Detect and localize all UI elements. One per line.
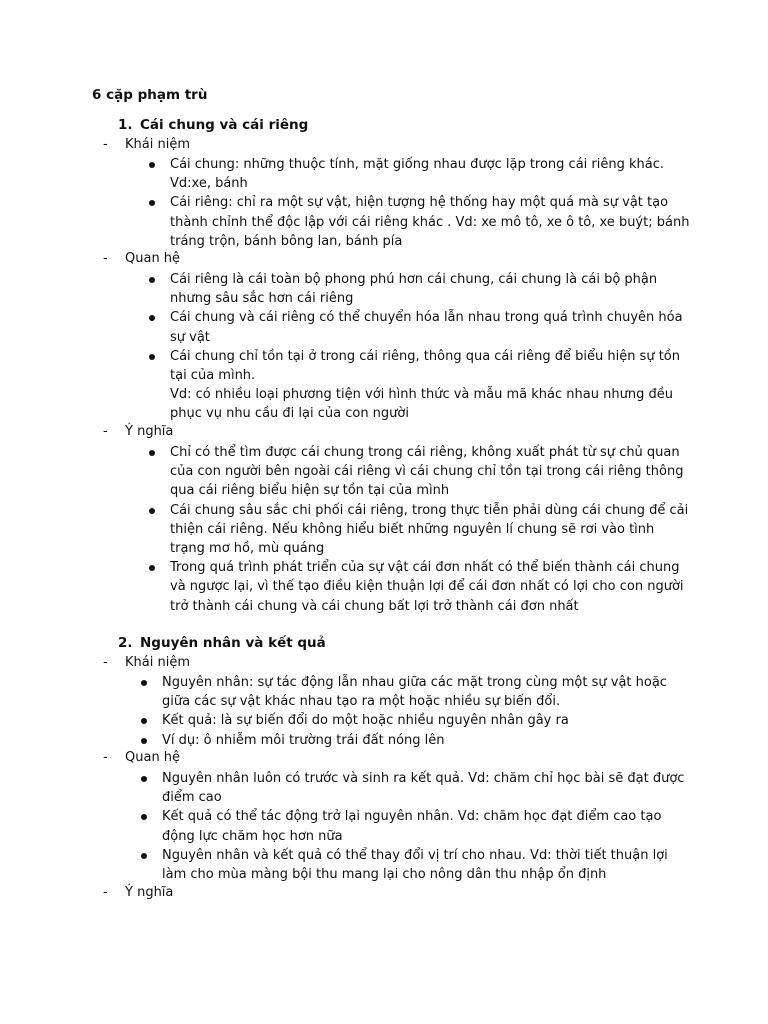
list-item: Cái chung chỉ tồn tại ở trong cái riêng, thông qua cái riêng để biểu hiện sự tồn tại của mình. bbox=[170, 347, 690, 385]
document-page: 6 cặp phạm trù 1. Cái chung và cái riêng - Khái niệm Cái chung: những thuộc tính, mặt giống nhau được lặp trong cái riêng khác. Vd:xe, bánh Cái riêng: chỉ ra một sự vật, hiện tượng hệ thống hay một quá mà sự vật tạo thành chỉnh thể độc lập với cái riêng khác . Vd: xe mô tô, xe ô tô, xe buýt; bánh tráng trộn, bánh bông lan, bánh pía - Quan hệ Cái riêng là cái toàn bộ phong phú hơn cái chung, cái chung là cái bộ phận nhưng sâu sắc hơn cái riêng Cái chung và cái riêng có thể chuyển hóa lẫn nhau trong quá trình chuyên hóa sự vật Cái chung chỉ tồn tại ở trong cái riêng, thông qua cái riêng để biểu hiện sự tồn tại của mình. Vd: có nhiều loại phương tiện với hình thức và mẫu mã khác nhau nhưng đều phục vụ nhu cầu đi lại của con người - Ý nghĩa Chỉ có thể tìm được cái chung trong cái riêng, không xuất phát từ sự chủ quan của con người bên ngoài cái riêng vì cái chung chỉ tồn tại trong cái riêng thông qua cái riêng biểu hiện sự tồn tại của mình Cái chung sâu sắc chi phối cái riêng, trong thực tiễn phải dùng cái chung để cải thiện cái riêng. Nếu không hiểu biết những nguyên lí chung sẽ rơi vào tình trạng mơ hồ, mù quáng Trong quá trình phát triển của sự vật cái đơn nhất có thể biến thành cái chung và ngược lại, vì thế tạo điều kiện thuận lợi để cái đơn nhất có lợi cho con người trở thành cái chung và cái chung bất lợi trở thành cái đơn nhất 2. Nguyên nhân và kết quả - Khái niệm Nguyên nhân: sự tác động lẫn nhau giữa các mặt trong cùng một sự vật hoặc giữa các sự vật khác nhau tạo ra một hoặc nhiều sự biến đổi. Kết quả: là sự biến đổi do một hoặc nhiều nguyên nhân gây ra Ví dụ: ô nhiễm môi trường trái đất nóng lên - Quan hệ Nguyên nhân luôn có trước và sinh ra kết quả. Vd: chăm chỉ học bài sẽ đạt được điểm cao Kết quả có thể tác động trở lại nguyên nhân. Vd: chăm học đạt điểm cao tạo động lực chăm học hơn nữa Nguyên nhân và kết quả có thể thay đổi vị trí cho nhau. Vd: thời tiết thuận lợi làm cho mùa màng bội thu mang lại cho nông dân thu nhập ổn định - Ý nghĩa bbox=[0, 0, 768, 1024]
list-item: Cái riêng là cái toàn bộ phong phú hơn cái chung, cái chung là cái bộ phận nhưng sâu sắc hơn cái riêng bbox=[170, 270, 690, 308]
list-item: Chỉ có thể tìm được cái chung trong cái riêng, không xuất phát từ sự chủ quan của con người bên ngoài cái riêng vì cái chung chỉ tồn tại trong cái riêng thông qua cái riêng biểu hiện sự tồn tại của mình bbox=[170, 443, 690, 501]
list-item: Nguyên nhân và kết quả có thể thay đổi vị trí cho nhau. Vd: thời tiết thuận lợi làm cho mùa màng bội thu mang lại cho nông dân thu nhập ổn định bbox=[162, 846, 692, 884]
document-title: 6 cặp phạm trù bbox=[92, 87, 208, 103]
section-number: 2. bbox=[118, 635, 133, 651]
list-item: Nguyên nhân: sự tác động lẫn nhau giữa các mặt trong cùng một sự vật hoặc giữa các sự vật khác nhau tạo ra một hoặc nhiều sự biến đổi. bbox=[162, 673, 692, 711]
section-title: Cái chung và cái riêng bbox=[140, 117, 309, 133]
list-item: Cái chung sâu sắc chi phối cái riêng, trong thực tiễn phải dùng cái chung để cải thiện cái riêng. Nếu không hiểu biết những nguyên lí chung sẽ rơi vào tình trạng mơ hồ, mù quáng bbox=[170, 501, 690, 559]
bullet-list bbox=[162, 673, 692, 750]
section-title: Nguyên nhân và kết quả bbox=[140, 635, 326, 651]
bullet-list bbox=[162, 769, 692, 884]
list-item: Kết quả: là sự biến đổi do một hoặc nhiều nguyên nhân gây ra bbox=[162, 711, 692, 730]
section-number: 1. bbox=[118, 117, 133, 133]
list-item: Ví dụ: ô nhiễm môi trường trái đất nóng lên bbox=[162, 731, 692, 750]
example-note: Vd: có nhiều loại phương tiện với hình thức và mẫu mã khác nhau nhưng đều phục vụ nhu cầu đi lại của con người bbox=[170, 387, 673, 422]
bullet-list bbox=[170, 270, 690, 385]
list-item: Cái riêng: chỉ ra một sự vật, hiện tượng hệ thống hay một quá mà sự vật tạo thành chỉnh thể độc lập với cái riêng khác . Vd: xe mô tô, xe ô tô, xe buýt; bánh tráng trộn, bánh bông lan, bánh pía bbox=[170, 193, 690, 251]
list-item: Cái chung và cái riêng có thể chuyển hóa lẫn nhau trong quá trình chuyên hóa sự vật bbox=[170, 308, 690, 346]
list-item: Trong quá trình phát triển của sự vật cái đơn nhất có thể biến thành cái chung và ngược lại, vì thế tạo điều kiện thuận lợi để cái đơn nhất có lợi cho con người trở thành cái chung và cái chung bất lợi trở thành cái đơn nhất bbox=[170, 558, 690, 616]
section-heading-1 bbox=[118, 117, 308, 133]
list-item: Kết quả có thể tác động trở lại nguyên nhân. Vd: chăm học đạt điểm cao tạo động lực chăm học hơn nữa bbox=[162, 807, 692, 845]
list-item: Nguyên nhân luôn có trước và sinh ra kết quả. Vd: chăm chỉ học bài sẽ đạt được điểm cao bbox=[162, 769, 692, 807]
bullet-list bbox=[170, 443, 690, 616]
list-item: Cái chung: những thuộc tính, mặt giống nhau được lặp trong cái riêng khác. Vd:xe, bánh bbox=[170, 155, 690, 193]
bullet-list bbox=[170, 155, 690, 251]
section-heading-2 bbox=[118, 635, 326, 651]
